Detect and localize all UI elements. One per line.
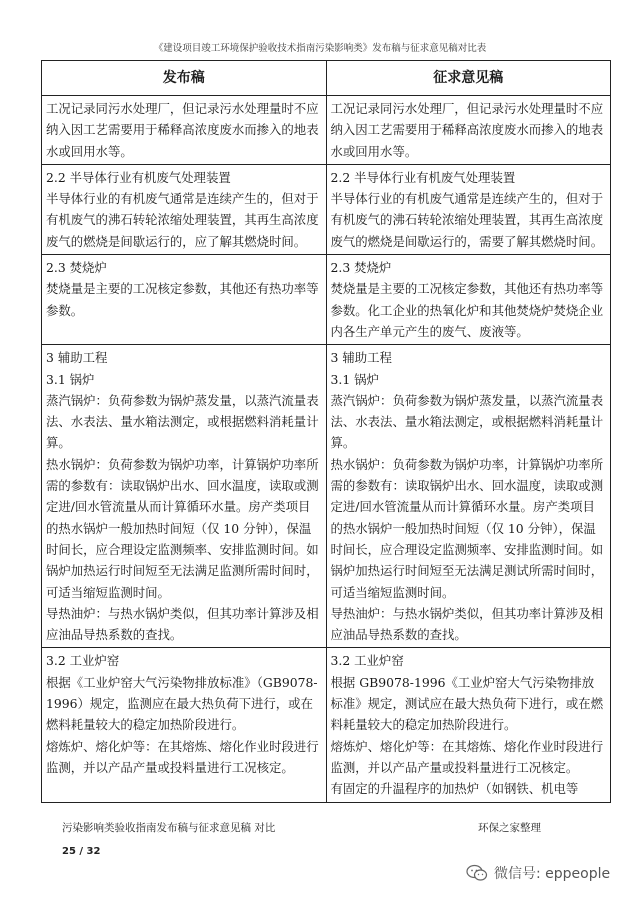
cell-draft bbox=[326, 164, 611, 254]
cell-paragraph: 半导体行业的有机废气通常是连续产生的，但对于有机废气的沸石转轮浓缩处理装置，其再生高浓度废气的燃烧是间歇运行的，需要了解其燃烧时间。 bbox=[330, 191, 604, 249]
cell-draft bbox=[326, 345, 611, 648]
cell-paragraph: 根据《工业炉窑大气污染物排放标准》（GB9078-1996）规定，监测应在最大热负荷下进行，或在燃料耗量较大的稳定加热阶段进行。 bbox=[46, 674, 318, 733]
cell-release bbox=[42, 345, 327, 648]
subsection-heading: 3.1 锅炉 bbox=[330, 371, 379, 387]
watermark-text: 微信号: eppeople bbox=[494, 866, 611, 882]
cell-paragraph: 熔炼炉、熔化炉等：在其熔炼、熔化作业时段进行监测，并以产品产量或投料量进行工况核定。 bbox=[46, 738, 319, 775]
page-number: 25 / 32 bbox=[62, 846, 101, 857]
section-heading: 2.3 焚烧炉 bbox=[46, 260, 107, 276]
table-row bbox=[42, 96, 611, 165]
table-row bbox=[42, 345, 611, 648]
footer-title: 污染影响类验收指南发布稿与征求意见稿 对比 bbox=[62, 822, 276, 834]
cell-paragraph: 焚烧量是主要的工况核定参数，其他还有热功率等参数。 bbox=[46, 281, 319, 318]
section-heading: 2.2 半导体行业有机废气处理装置 bbox=[330, 169, 516, 185]
column-header-release: 发布稿 bbox=[42, 61, 327, 96]
table-row bbox=[42, 164, 611, 254]
cell-paragraph: 熔炼炉、熔化炉等：在其熔炼、熔化作业时段进行监测，并以产品产量或投料量进行工况核定。 bbox=[330, 738, 604, 775]
comparison-table bbox=[41, 60, 611, 803]
subsection-heading: 3.2 工业炉窑 bbox=[330, 653, 404, 669]
cell-release bbox=[42, 164, 327, 254]
cell-paragraph: 根据 GB9078-1996《工业炉窑大气污染物排放标准》规定，测试应在最大热负荷下进行，或在燃料耗量较大的稳定加热阶段进行。 bbox=[330, 674, 604, 733]
cell-release bbox=[42, 255, 327, 345]
cell-paragraph: 蒸汽锅炉：负荷参数为锅炉蒸发量，以蒸汽流量表法、水表法、量水箱法测定，或根据燃料消耗量计算。 bbox=[330, 392, 604, 451]
watermark bbox=[466, 863, 610, 883]
section-heading: 2.2 半导体行业有机废气处理装置 bbox=[46, 169, 231, 185]
table-row bbox=[42, 255, 611, 345]
cell-draft bbox=[326, 648, 611, 803]
cell-paragraph: 焚烧量是主要的工况核定参数，其他还有热功率等参数。化工企业的热氧化炉和其他焚烧炉焚烧企业内各生产单元产生的废气、废液等。 bbox=[330, 281, 604, 339]
subsection-heading: 3.1 锅炉 bbox=[46, 371, 95, 387]
cell-draft bbox=[326, 255, 611, 345]
cell-draft bbox=[326, 96, 611, 165]
cell-paragraph: 半导体行业的有机废气通常是连续产生的，但对于有机废气的沸石转轮浓缩处理装置，其再生高浓度废气的燃烧是间歇运行的，应了解其燃烧时间。 bbox=[46, 191, 319, 249]
subsection-heading: 3.2 工业炉窑 bbox=[46, 653, 120, 669]
cell-paragraph: 导热油炉：与热水锅炉类似，但其功率计算涉及相应油品导热系数的查找。 bbox=[330, 605, 604, 643]
table-header-row bbox=[42, 61, 611, 96]
cell-paragraph: 热水锅炉：负荷参数为锅炉功率，计算锅炉功率所需的参数有：读取锅炉出水、回水温度，读取或测定进/回水管流量从而计算循环水量。房产类项目的热水锅炉一般加热时间短（仅 10 分钟），保温时间长，应合理设定监测频率、安排监测时间。如锅炉加热运行时间短至无法满足监测所需时间时，可适当缩短监测时间。 bbox=[46, 456, 319, 600]
cell-paragraph: 工况记录同污水处理厂，但记录污水处理量时不应纳入因工艺需要用于稀释高浓度废水而掺入的地表水或回用水等。 bbox=[46, 101, 319, 159]
cell-paragraph: 热水锅炉：负荷参数为锅炉功率，计算锅炉功率所需的参数有：读取锅炉出水、回水温度，读取或测定进/回水管流量从而计算循环水量。房产类项目的热水锅炉一般加热时间短（仅 10 分钟），保温时间长，应合理设定监测频率、安排监测时间。如锅炉加热运行时间短至无法满足测试所需时间时，可适当缩短监测时间。 bbox=[330, 456, 604, 600]
wechat-icon bbox=[466, 864, 488, 882]
cell-paragraph: 工况记录同污水处理厂，但记录污水处理量时不应纳入因工艺需要用于稀释高浓度废水而掺入的地表水或回用水等。 bbox=[330, 101, 604, 159]
cell-release bbox=[42, 96, 327, 165]
cell-paragraph: 有固定的升温程序的加热炉（如钢铁、机电等 bbox=[330, 781, 579, 797]
column-header-draft: 征求意见稿 bbox=[326, 61, 611, 96]
page-header: 《建设项目竣工环境保护验收技术指南污染影响类》发布稿与征求意见稿对比表 bbox=[153, 43, 487, 54]
section-heading: 2.3 焚烧炉 bbox=[330, 260, 392, 276]
cell-release bbox=[42, 648, 327, 803]
footer-source: 环保之家整理 bbox=[478, 822, 541, 834]
cell-paragraph: 导热油炉：与热水锅炉类似，但其功率计算涉及相应油品导热系数的查找。 bbox=[46, 605, 319, 643]
section-heading: 3 辅助工程 bbox=[46, 350, 108, 366]
cell-paragraph: 蒸汽锅炉：负荷参数为锅炉蒸发量，以蒸汽流量表法、水表法、量水箱法测定，或根据燃料消耗量计算。 bbox=[46, 392, 319, 451]
table-row bbox=[42, 648, 611, 803]
section-heading: 3 辅助工程 bbox=[330, 350, 392, 366]
